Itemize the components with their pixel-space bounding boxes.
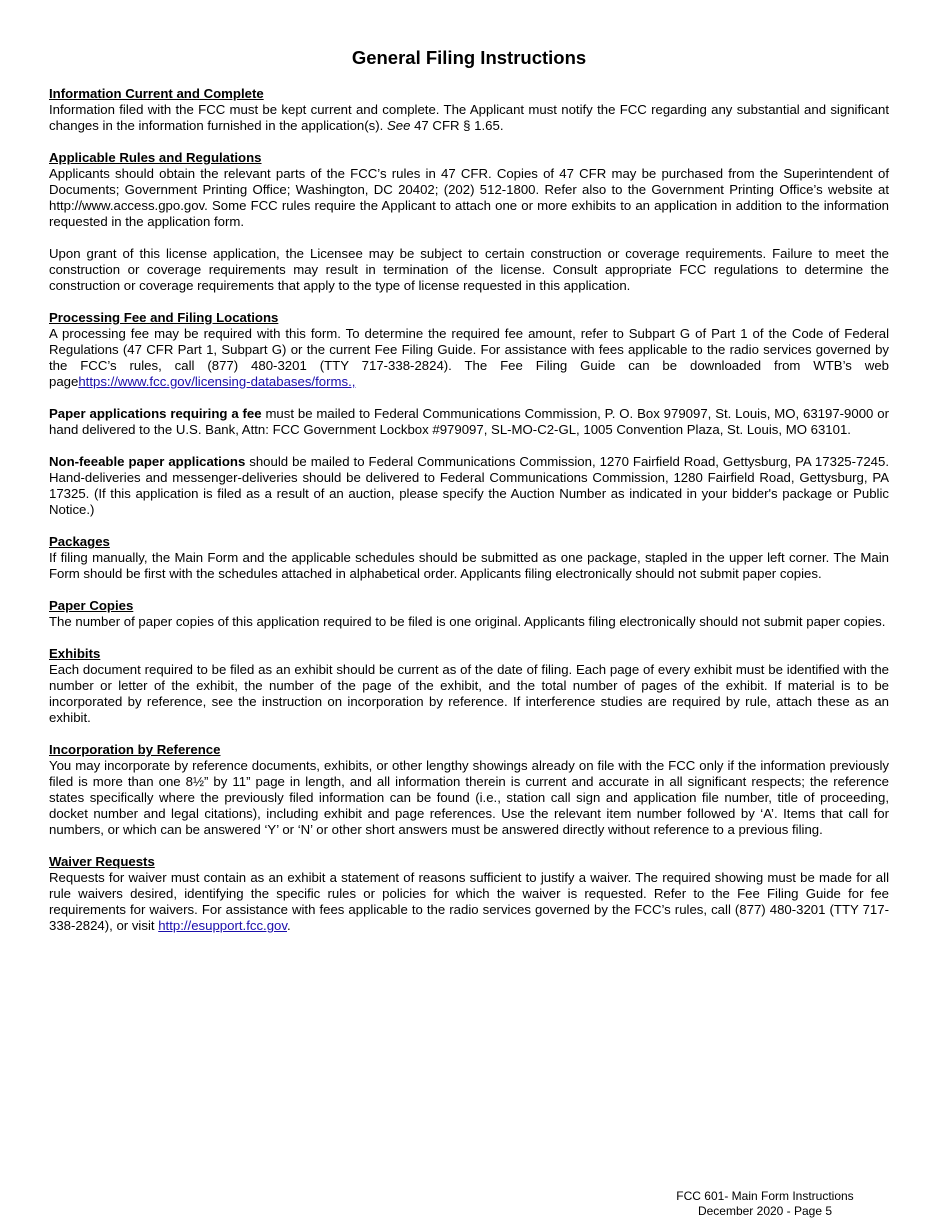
- section-body: You may incorporate by reference documents, exhibits, or other lengthy showings already on file with the FCC only if the information previously filed is more than one 8½” by 11” page in length, and all information therein is current and accurate in all significant respects; the reference states specifically where the previously filed information can be found (i.e., station call sign and application file number, title of proceeding, docket number and legal citations), including exhibit and page references. Use the relevant item number followed by ‘A’. Items that call for numbers, or which can be answered ‘Y’ or ‘N’ or other short answers must be answered directly without reference to a previous filing.: [49, 758, 889, 837]
- esupport-link[interactable]: http://esupport.fcc.gov: [158, 918, 287, 933]
- section-fee: [49, 310, 889, 518]
- section-exhibits: [49, 646, 889, 726]
- section-heading: Information Current and Complete: [49, 86, 264, 101]
- section-heading: Paper Copies: [49, 598, 134, 613]
- section-body: Upon grant of this license application, the Licensee may be subject to certain construction or coverage requirements. Failure to meet the construction or coverage requirements may result in termination of the license. Consult appropriate FCC regulations to determine the construction or coverage requirements that apply to the type of license requested in this application.: [49, 246, 889, 293]
- page-footer: [650, 1189, 880, 1219]
- section-heading: Applicable Rules and Regulations: [49, 150, 262, 165]
- section-current-complete: [49, 86, 889, 134]
- section-packages: [49, 534, 889, 582]
- section-body: If filing manually, the Main Form and the applicable schedules should be submitted as one package, stapled in the upper left corner. The Main Form should be first with the schedules attached in alphabetical order. Applicants filing electronically should not submit paper copies.: [49, 550, 889, 581]
- section-body: The number of paper copies of this application required to be filed is one original. Applicants filing electronically should not submit paper copies.: [49, 614, 886, 629]
- section-incorporation: [49, 742, 889, 838]
- forms-link[interactable]: https://www.fcc.gov/licensing-databases/forms.,: [78, 374, 356, 389]
- fee-paper-paragraph: Paper applications requiring a fee must be mailed to Federal Communications Commission, P. O. Box 979097, St. Louis, MO, 63197-9000 or hand delivered to the U.S. Bank, Attn: FCC Government Lockbox #979097, SL-MO-C2-GL, 1005 Convention Plaza, St. Louis, MO 63101.: [49, 406, 889, 437]
- section-heading: Packages: [49, 534, 110, 549]
- section-heading: Incorporation by Reference: [49, 742, 221, 757]
- section-body: Requests for waiver must contain as an exhibit a statement of reasons sufficient to justify a waiver. The required showing must be made for all rule waivers desired, identifying the specific rules or policies for which the waiver is requested. Refer to the Fee Filing Guide for fee requirements for waivers. For assistance with fees applicable to the radio services governed by the FCC’s rules, call (877) 480-3201 (TTY 717-338-2824), or visit http://esupport.fcc.gov.: [49, 870, 889, 933]
- section-body: Information filed with the FCC must be kept current and complete. The Applicant must notify the FCC regarding any substantial and significant changes in the information furnished in the application(s). See 47 CFR § 1.65.: [49, 102, 889, 133]
- section-body: Applicants should obtain the relevant parts of the FCC’s rules in 47 CFR. Copies of 47 CFR may be purchased from the Superintendent of Documents; Government Printing Office; Washington, DC 20402; (202) 512-1800. Refer also to the Government Printing Office’s website at http://www.access.gpo.gov. Some FCC rules require the Applicant to attach one or more exhibits to an application in addition to the information requested in the application form.: [49, 166, 889, 229]
- page-title: General Filing Instructions: [351, 47, 587, 68]
- section-paper-copies: [49, 598, 889, 630]
- footer-page-number: December 2020 - Page 5: [697, 1204, 833, 1218]
- section-heading: Processing Fee and Filing Locations: [49, 310, 279, 325]
- section-body: A processing fee may be required with this form. To determine the required fee amount, refer to Subpart G of Part 1 of the Code of Federal Regulations (47 CFR Part 1, Subpart G) or the current Fee Filing Guide. For assistance with fees applicable to the radio services governed by the FCC’s rules, call (877) 480-3201 (TTY 717-338-2824). The Fee Filing Guide can be downloaded from WTB’s web pagehttps://www.fcc.gov/licensing-databases/forms.,: [49, 326, 889, 389]
- section-body: Each document required to be filed as an exhibit should be current as of the date of filing. Each page of every exhibit must be identified with the number or letter of the exhibit, the number of the page of the exhibit, and the total number of pages of the exhibit. If material is to be incorporated by reference, see the instruction on incorporation by reference. If interference studies are required by rule, attach these as an exhibit.: [49, 662, 889, 725]
- footer-form-name: FCC 601- Main Form Instructions: [676, 1189, 854, 1203]
- non-feeable-paragraph: Non-feeable paper applications should be mailed to Federal Communications Commission, 1270 Fairfield Road, Gettysburg, PA 17325-7245. Hand-deliveries and messenger-deliveries should be delivered to Federal Communications Commission, 1280 Fairfield Road, Gettysburg, PA 17325. (If this application is filed as a result of an auction, please specify the Auction Number as indicated in your bidder's package or Public Notice.): [49, 454, 889, 517]
- section-waiver: [49, 854, 889, 934]
- document-page: [49, 47, 889, 950]
- section-heading: Exhibits: [49, 646, 101, 661]
- section-rules: [49, 150, 889, 294]
- section-heading: Waiver Requests: [49, 854, 155, 869]
